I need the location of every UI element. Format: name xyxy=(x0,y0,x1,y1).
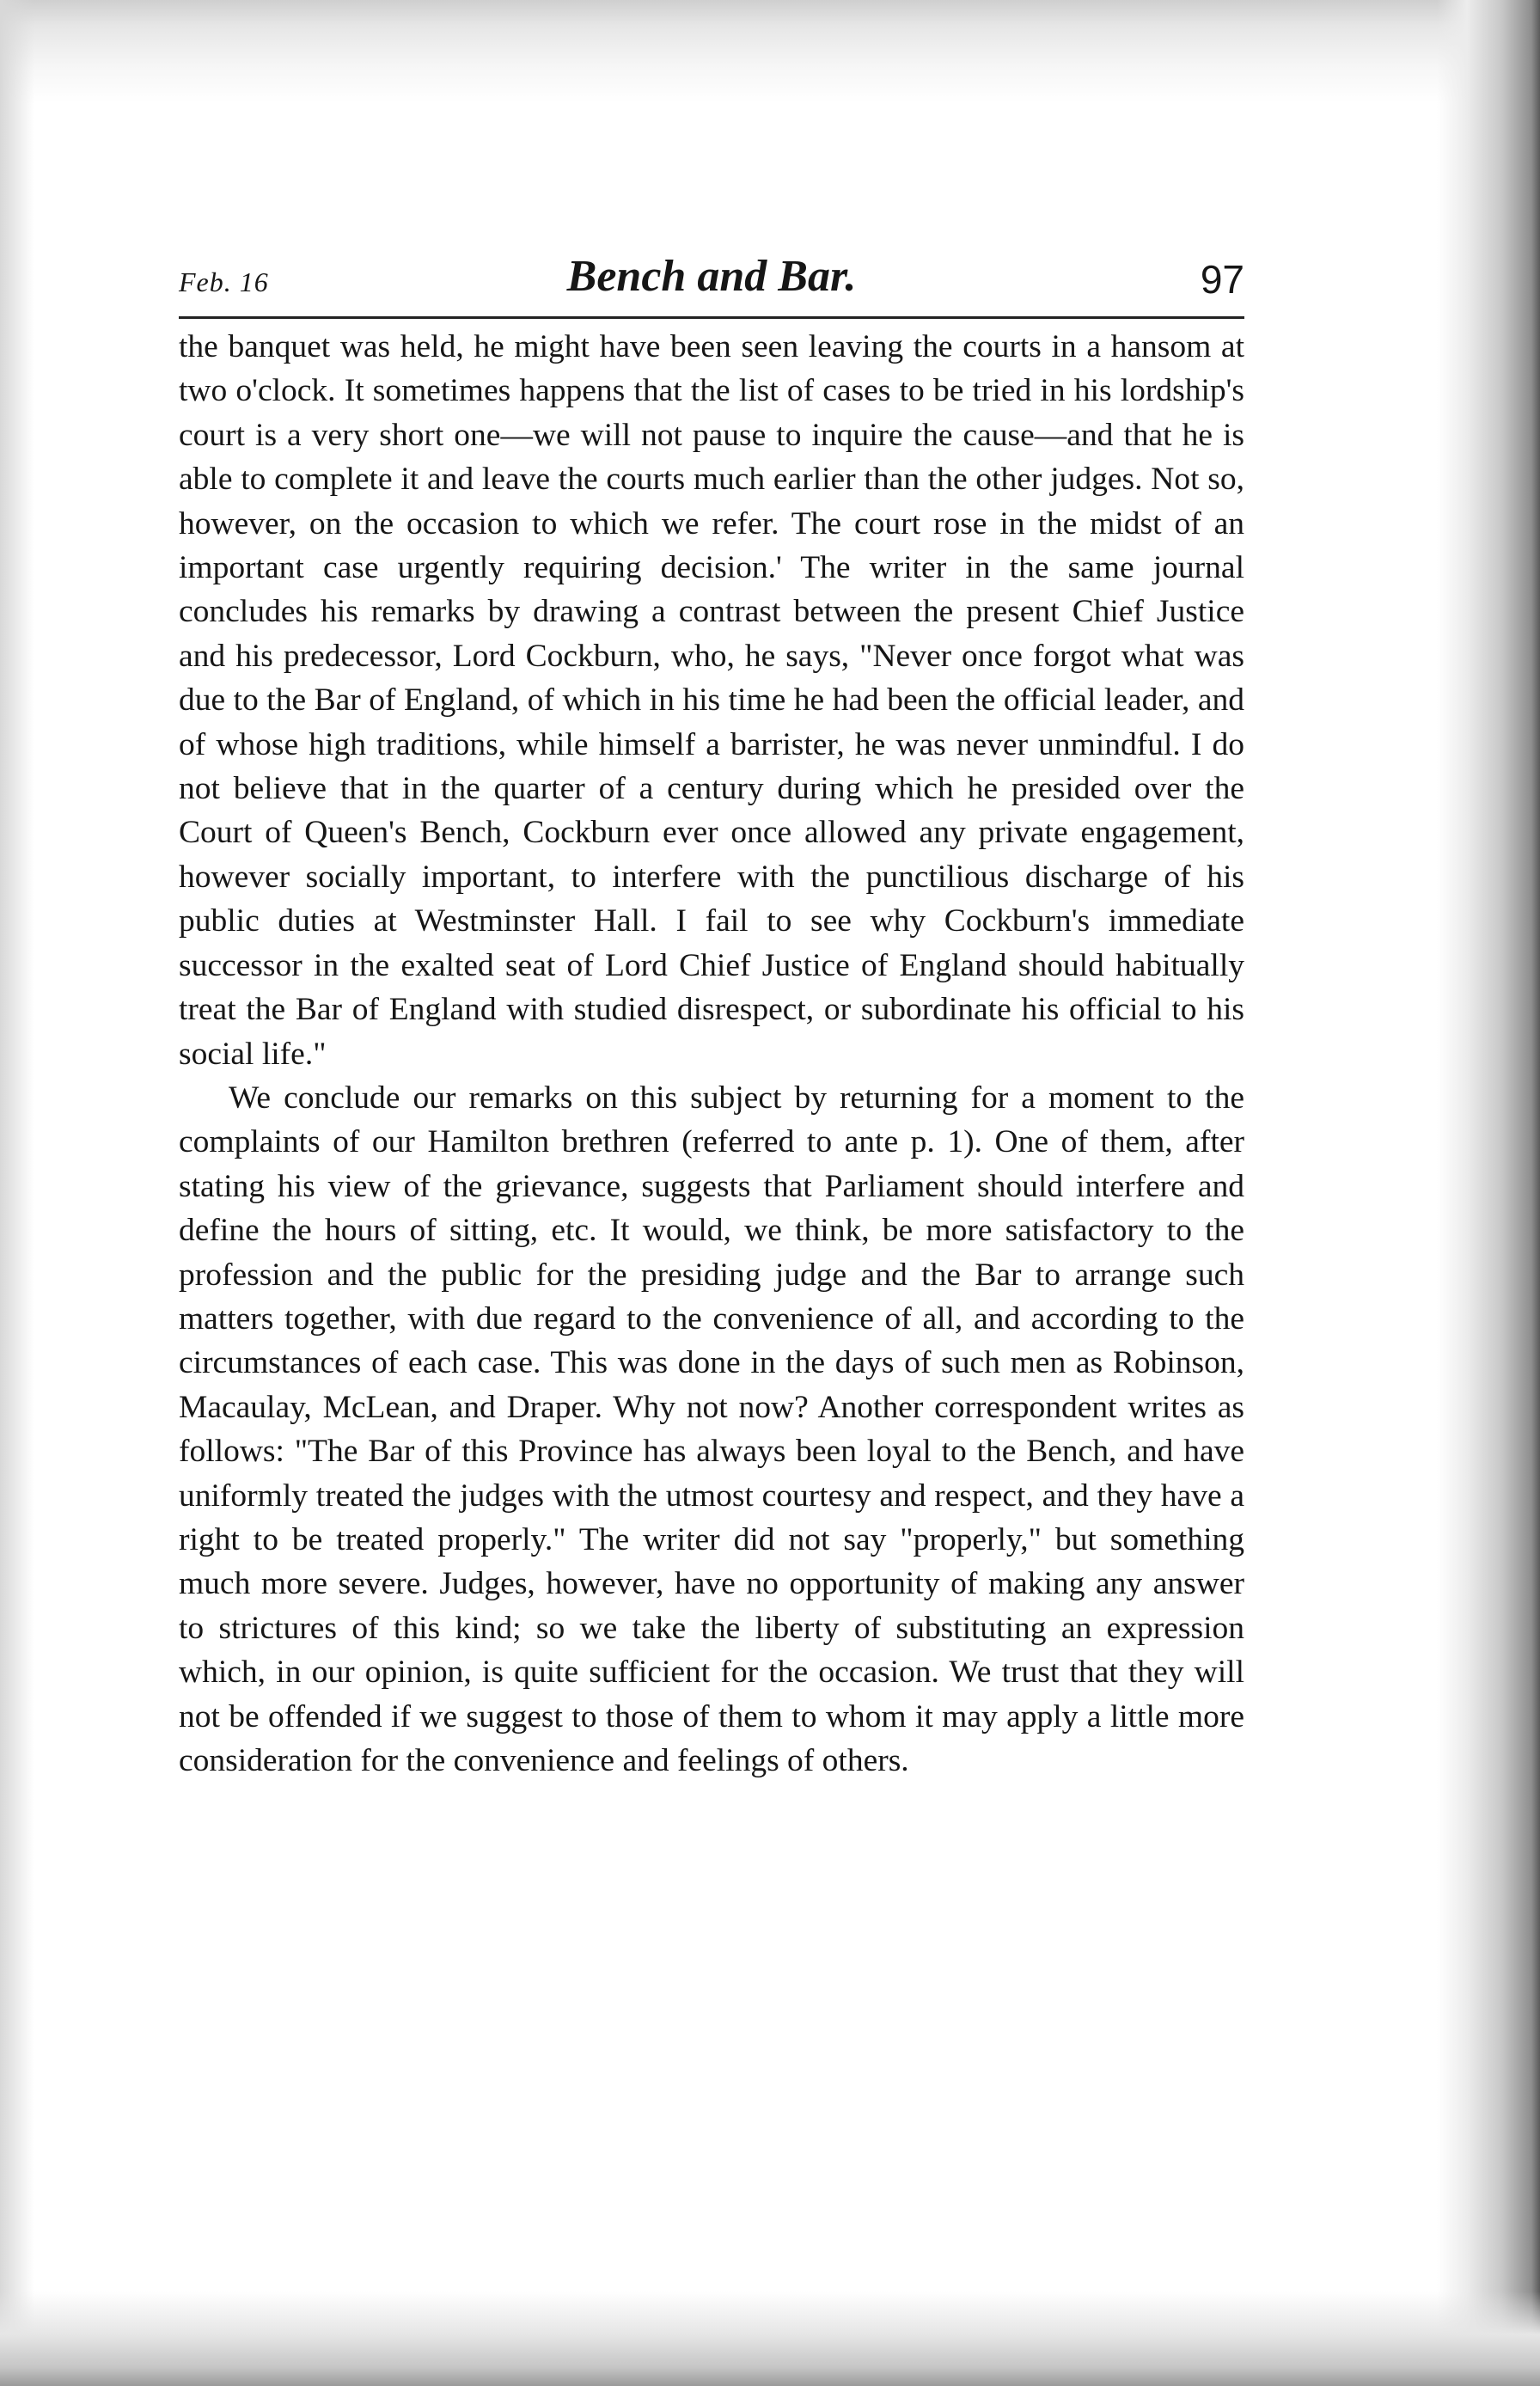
header-title: Bench and Bar. xyxy=(566,252,857,301)
page-number: 97 xyxy=(1200,257,1244,302)
body-text xyxy=(179,325,1244,1783)
scan-edge-top xyxy=(0,0,1540,103)
header-rule xyxy=(179,316,1244,319)
scan-edge-right xyxy=(1437,0,1540,2386)
paragraph-continued: the banquet was held, he might have been seen leaving the courts in a hansom at two o'clock. It sometimes happens that the list of cases to be tried in his lordship's court is a very short one—we will not pause to inquire the cause—and that he is able to complete it and leave the courts much earlier than the other judges. Not so, however, on the occasion to which we refer. The court rose in the midst of an important case urgently requiring decision.' The writer in the same journal concludes his remarks by drawing a contrast between the present Chief Justice and his predecessor, Lord Cockburn, who, he says, "Never once forgot what was due to the Bar of England, of which in his time he had been the official leader, and of whose high traditions, while himself a barrister, he was never unmindful. I do not believe that in the quarter of a century during which he presided over the Court of Queen's Bench, Cockburn ever once allowed any private engagement, however socially important, to interfere with the punctilious discharge of his public duties at Westminster Hall. I fail to see why Cockburn's immediate successor in the exalted seat of Lord Chief Justice of England should habitually treat the Bar of England with studied disrespect, or subordinate his official to his social life." xyxy=(179,329,1244,1072)
paragraph: We conclude our remarks on this subject by returning for a moment to the complaints of our Hamilton brethren (referred to ante p. 1). One of them, after stating his view of the grievance, suggests that Parliament should interfere and define the hours of sitting, etc. It would, we think, be more satisfactory to the profession and the public for the presiding judge and the Bar to arrange such matters together, with due regard to the convenience of all, and according to the circumstances of each case. This was done in the days of such men as Robinson, Macaulay, McLean, and Draper. Why not now? Another correspondent writes as follows: "The Bar of this Province has always been loyal to the Bench, and have uniformly treated the judges with the utmost courtesy and respect, and they have a right to be treated properly." The writer did not say "properly," but something much more severe. Judges, however, have no opportunity of making any answer to strictures of this kind; so we take the liberty of substituting an expression which, in our opinion, is quite sufficient for the occasion. We trust that they will not be offended if we suggest to those of them to whom it may apply a little more consideration for the convenience and feelings of others. xyxy=(179,1080,1244,1778)
scan-edge-bottom xyxy=(0,2291,1540,2386)
scan-edge-left xyxy=(0,0,34,2386)
header-date: Feb. 16 xyxy=(179,266,269,297)
running-header xyxy=(179,251,1244,311)
